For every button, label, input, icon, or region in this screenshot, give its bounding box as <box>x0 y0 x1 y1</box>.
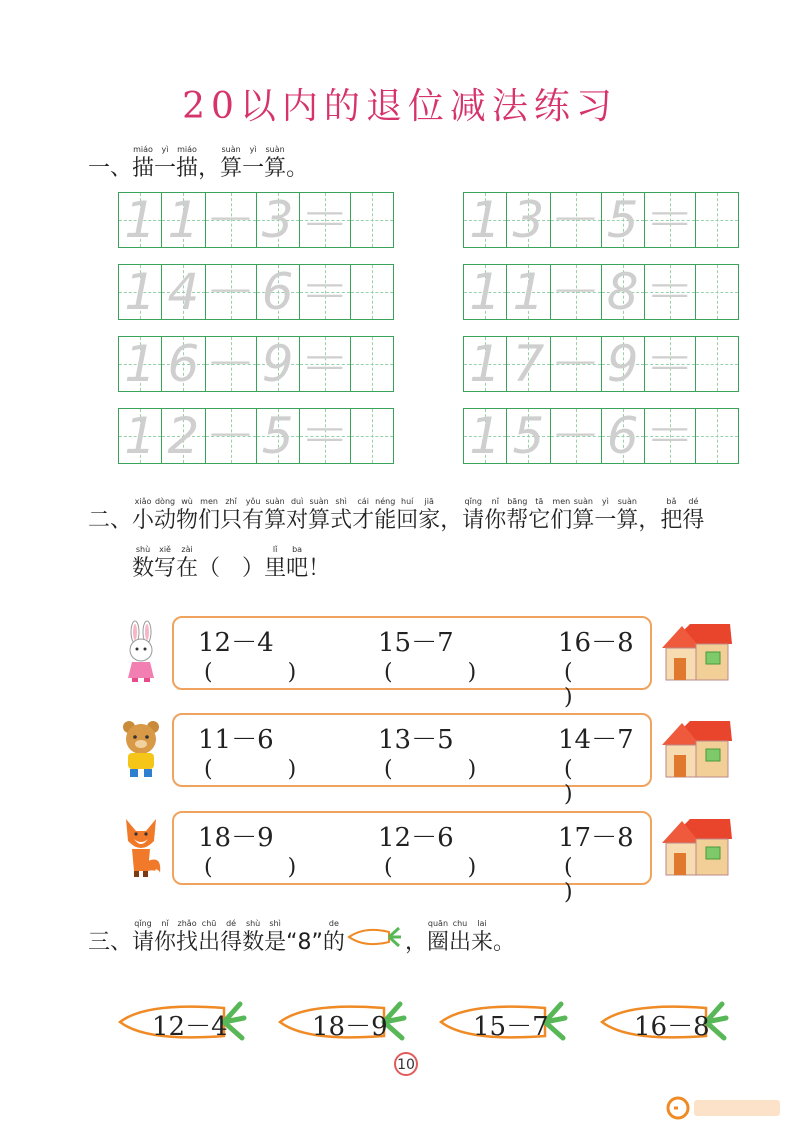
grid-cell[interactable] <box>551 265 602 319</box>
ruby-char <box>264 544 286 582</box>
hanzi: 一 <box>242 156 265 181</box>
grid-cell[interactable] <box>257 265 300 319</box>
pinyin: men <box>552 497 571 506</box>
pinyin: de <box>328 919 339 928</box>
grid-cell[interactable] <box>507 265 550 319</box>
hanzi: 在 <box>176 556 199 581</box>
section2-heading <box>88 496 704 534</box>
grid-cell[interactable] <box>645 193 696 247</box>
hanzi: ！ <box>308 556 331 581</box>
ruby-char <box>176 918 198 956</box>
pinyin: qǐng <box>134 919 152 928</box>
grid-cell[interactable] <box>551 337 602 391</box>
trace-char: 2 <box>167 407 200 465</box>
grid-cell[interactable] <box>119 265 162 319</box>
hanzi: 里 <box>264 556 287 581</box>
grid-cell[interactable] <box>119 337 162 391</box>
hanzi: 一 <box>594 508 617 533</box>
ruby-char <box>198 918 220 956</box>
subtraction-expression: 18－9 <box>198 823 274 853</box>
trace-char: 3 <box>512 191 545 249</box>
watermark-logo-icon <box>666 1094 788 1122</box>
ruby-char <box>132 496 154 534</box>
answer-cell[interactable] <box>696 193 738 247</box>
grid-cell[interactable] <box>464 193 507 247</box>
trace-char: － <box>550 263 601 321</box>
subtraction-expression: 12－4 <box>198 628 274 658</box>
trace-char: 3 <box>261 191 294 249</box>
hanzi: 能 <box>374 508 397 533</box>
pinyin: duì <box>290 497 304 506</box>
trace-char: － <box>550 407 601 465</box>
hanzi: 回 <box>396 508 419 533</box>
pinyin: suàn <box>617 497 637 506</box>
rabbit-icon <box>118 620 164 684</box>
answer-cell[interactable] <box>351 265 393 319</box>
grid-cell[interactable] <box>645 337 696 391</box>
tracing-grid <box>463 264 739 320</box>
pinyin: shù <box>135 545 151 554</box>
hanzi: 有 <box>242 508 265 533</box>
grid-cell[interactable] <box>300 337 351 391</box>
fox-icon <box>118 815 164 879</box>
ruby-char <box>286 544 308 582</box>
hanzi: 请 <box>462 508 485 533</box>
grid-cell[interactable] <box>257 409 300 463</box>
ruby-char <box>286 144 308 182</box>
pinyin: yì <box>161 145 169 154</box>
trace-char: 5 <box>512 407 545 465</box>
answer-blank[interactable]: ( ) <box>384 757 511 782</box>
pinyin: zhǎo <box>177 919 197 928</box>
grid-cell[interactable] <box>507 193 550 247</box>
pinyin: zài <box>181 545 193 554</box>
ruby-char <box>493 918 515 956</box>
hanzi: 们 <box>550 508 573 533</box>
answer-cell[interactable] <box>696 265 738 319</box>
trace-char: 1 <box>469 191 502 249</box>
pinyin: chu <box>452 919 468 928</box>
ruby-char <box>449 918 471 956</box>
subtraction-expression: 13－5 <box>378 725 454 755</box>
pinyin: suàn <box>221 145 241 154</box>
pinyin: huí <box>401 497 414 506</box>
ruby-char <box>264 918 286 956</box>
trace-char: 6 <box>261 263 294 321</box>
trace-char: ＝ <box>644 263 695 321</box>
ruby-char <box>242 496 264 534</box>
ruby-char <box>242 144 264 182</box>
trace-char: 1 <box>124 263 157 321</box>
ruby-char <box>220 918 242 956</box>
answer-cell[interactable] <box>351 409 393 463</box>
tracing-grid <box>118 336 394 392</box>
answer-cell[interactable] <box>351 337 393 391</box>
grid-cell[interactable] <box>602 409 645 463</box>
ruby-char <box>220 496 242 534</box>
ruby-char <box>484 496 506 534</box>
ruby-char <box>462 496 484 534</box>
ruby-char <box>330 496 352 534</box>
trace-char: 6 <box>606 407 639 465</box>
tracing-grid <box>118 408 394 464</box>
pinyin: tā <box>535 497 544 506</box>
trace-char: － <box>550 191 601 249</box>
ruby-char <box>242 918 264 956</box>
hanzi: 数 <box>132 556 155 581</box>
answer-blank[interactable]: ( ) <box>204 855 331 880</box>
ruby-char <box>286 496 308 534</box>
pinyin: qǐng <box>464 497 482 506</box>
pinyin: zhǐ <box>225 497 237 506</box>
grid-cell[interactable] <box>645 265 696 319</box>
grid-cell[interactable] <box>602 337 645 391</box>
trace-char: 4 <box>167 263 200 321</box>
grid-cell[interactable] <box>645 409 696 463</box>
pinyin: bǎ <box>666 497 677 506</box>
hanzi: ， <box>198 156 221 181</box>
ruby-char <box>286 918 323 956</box>
hanzi: 算 <box>308 508 331 533</box>
hanzi: 来 <box>470 930 493 955</box>
ruby-char <box>308 496 330 534</box>
pinyin: néng <box>375 497 396 506</box>
hanzi: ， <box>440 508 463 533</box>
trace-char: ＝ <box>644 335 695 393</box>
grid-cell[interactable] <box>602 193 645 247</box>
section1-heading <box>88 144 308 182</box>
ruby-char <box>660 496 682 534</box>
hanzi: 得 <box>220 930 243 955</box>
grid-cell[interactable] <box>300 193 351 247</box>
hanzi: 算 <box>220 156 243 181</box>
pinyin: shì <box>335 497 347 506</box>
answer-blank[interactable]: ( ) <box>204 757 331 782</box>
ruby-char <box>352 496 374 534</box>
grid-cell[interactable] <box>602 265 645 319</box>
hanzi: 是 <box>264 930 287 955</box>
trace-char: 9 <box>261 335 294 393</box>
ruby-char <box>550 496 572 534</box>
pinyin: suàn <box>309 497 329 506</box>
grid-cell[interactable] <box>551 193 602 247</box>
pinyin: yì <box>601 497 609 506</box>
section2-heading-line2 <box>132 544 330 582</box>
ruby-char <box>682 496 704 534</box>
answer-cell[interactable] <box>696 337 738 391</box>
grid-cell[interactable] <box>464 265 507 319</box>
tracing-grid <box>463 408 739 464</box>
ruby-char <box>132 918 154 956</box>
hanzi: 物 <box>176 508 199 533</box>
ruby-char <box>176 544 198 582</box>
pinyin: miáo <box>177 145 197 154</box>
pinyin: shì <box>269 919 281 928</box>
trace-char: ＝ <box>299 335 350 393</box>
pinyin: xiě <box>159 545 171 554</box>
trace-char: － <box>205 191 256 249</box>
pinyin: lai <box>477 919 487 928</box>
ruby-char <box>154 496 176 534</box>
hanzi: 算 <box>616 508 639 533</box>
grid-cell[interactable] <box>162 409 205 463</box>
hanzi: 请 <box>132 930 155 955</box>
pinyin: xiǎo <box>134 497 152 506</box>
tracing-grid <box>118 264 394 320</box>
hanzi: “8” <box>286 930 323 955</box>
pinyin: yǒu <box>245 497 261 506</box>
hanzi: 出 <box>448 930 471 955</box>
hanzi: （ ） <box>198 556 265 581</box>
trace-char: ＝ <box>299 407 350 465</box>
subtraction-expression: 17－8 <box>558 823 634 853</box>
trace-char: 9 <box>606 335 639 393</box>
hanzi: 家 <box>418 508 441 533</box>
subtraction-expression: 16－8 <box>558 628 634 658</box>
trace-char: 1 <box>469 335 502 393</box>
grid-cell[interactable] <box>119 409 162 463</box>
ruby-char <box>176 144 198 182</box>
pinyin: dé <box>226 919 237 928</box>
answer-blank[interactable]: ( ) <box>564 660 607 710</box>
grid-cell[interactable] <box>507 337 550 391</box>
ruby-char <box>198 544 264 582</box>
carrot-expression: 15－7 <box>473 1012 549 1042</box>
grid-cell[interactable] <box>464 337 507 391</box>
hanzi: 你 <box>154 930 177 955</box>
ruby-char <box>154 144 176 182</box>
trace-char: ＝ <box>644 407 695 465</box>
hanzi: 你 <box>484 508 507 533</box>
hanzi: ， <box>404 930 427 955</box>
hanzi: 算 <box>264 156 287 181</box>
ruby-char <box>418 496 440 534</box>
grid-cell[interactable] <box>206 337 257 391</box>
pinyin: men <box>200 497 218 506</box>
ruby-char <box>132 544 154 582</box>
answer-cell[interactable] <box>696 409 738 463</box>
hanzi: 找 <box>176 930 199 955</box>
grid-cell[interactable] <box>464 409 507 463</box>
pinyin: bāng <box>507 497 528 506</box>
trace-char: 8 <box>606 263 639 321</box>
grid-cell[interactable] <box>206 409 257 463</box>
trace-char: － <box>205 335 256 393</box>
tracing-grid <box>463 336 739 392</box>
ruby-char <box>638 496 660 534</box>
ruby-char <box>396 496 418 534</box>
hanzi: 吧 <box>286 556 309 581</box>
trace-char: － <box>550 335 601 393</box>
carrot-expression: 12－4 <box>152 1012 228 1042</box>
grid-cell[interactable] <box>300 265 351 319</box>
trace-char: 5 <box>261 407 294 465</box>
ruby-char <box>506 496 528 534</box>
section3-prefix: 三、 <box>88 930 133 955</box>
pinyin: yì <box>249 145 257 154</box>
answer-blank[interactable]: ( ) <box>204 660 331 685</box>
subtraction-expression: 14－7 <box>558 725 634 755</box>
pinyin: quān <box>427 919 449 928</box>
tracing-grid <box>463 192 739 248</box>
ruby-char <box>308 544 330 582</box>
section2-prefix: 二、 <box>88 508 133 533</box>
expression-row <box>172 616 652 710</box>
trace-char: 1 <box>469 263 502 321</box>
hanzi: 出 <box>198 930 221 955</box>
trace-char: 1 <box>124 335 157 393</box>
hanzi: 描 <box>176 156 199 181</box>
hanzi: 帮 <box>506 508 529 533</box>
hanzi: ， <box>638 508 661 533</box>
hanzi: 们 <box>198 508 221 533</box>
expression-row <box>172 811 652 905</box>
ruby-char <box>176 496 198 534</box>
pinyin: dé <box>688 497 699 506</box>
hanzi: 一 <box>154 156 177 181</box>
pinyin: cái <box>357 497 369 506</box>
house-icon <box>660 813 734 879</box>
pinyin: nǐ <box>491 497 499 506</box>
pinyin: chū <box>201 919 217 928</box>
ruby-char <box>154 918 176 956</box>
ruby-char <box>154 544 176 582</box>
ruby-char <box>374 496 396 534</box>
grid-cell[interactable] <box>119 193 162 247</box>
house-icon <box>660 618 734 684</box>
subtraction-expression: 12－6 <box>378 823 454 853</box>
hanzi: 数 <box>242 930 265 955</box>
hanzi: 动 <box>154 508 177 533</box>
ruby-char <box>471 918 493 956</box>
subtraction-expression: 11－6 <box>198 725 274 755</box>
hanzi: 写 <box>154 556 177 581</box>
expression-row <box>172 713 652 807</box>
pinyin: jiā <box>424 497 434 506</box>
answer-blank[interactable]: ( ) <box>384 660 511 685</box>
hanzi: 才 <box>352 508 375 533</box>
pinyin: lǐ <box>272 545 278 554</box>
ruby-char <box>264 144 286 182</box>
carrot-icon <box>345 924 405 956</box>
hanzi: 算 <box>264 508 287 533</box>
ruby-char <box>405 918 427 956</box>
trace-char: 6 <box>167 335 200 393</box>
pinyin: miáo <box>133 145 153 154</box>
grid-cell[interactable] <box>206 265 257 319</box>
trace-char: ＝ <box>644 191 695 249</box>
grid-cell[interactable] <box>162 193 205 247</box>
hanzi: 把 <box>660 508 683 533</box>
hanzi: 只 <box>220 508 243 533</box>
ruby-char <box>427 918 449 956</box>
grid-cell[interactable] <box>257 337 300 391</box>
trace-char: 1 <box>469 407 502 465</box>
answer-blank[interactable]: ( ) <box>564 855 607 905</box>
pinyin: nǐ <box>161 919 169 928</box>
hanzi: 。 <box>493 930 516 955</box>
ruby-char <box>132 144 154 182</box>
trace-char: 1 <box>512 263 545 321</box>
pinyin: suàn <box>573 497 593 506</box>
trace-char: 1 <box>167 191 200 249</box>
ruby-char <box>220 144 242 182</box>
trace-char: 5 <box>606 191 639 249</box>
hanzi: 算 <box>572 508 595 533</box>
ruby-char <box>323 918 345 956</box>
section1-prefix: 一、 <box>88 156 133 181</box>
subtraction-expression: 15－7 <box>378 628 454 658</box>
trace-char: 1 <box>124 191 157 249</box>
trace-char: ＝ <box>299 191 350 249</box>
pinyin: wù <box>181 497 193 506</box>
hanzi: 的 <box>322 930 345 955</box>
grid-cell[interactable] <box>300 409 351 463</box>
pinyin: suàn <box>265 145 285 154</box>
answer-blank[interactable]: ( ) <box>564 757 607 807</box>
site-watermark-logo <box>666 1094 788 1128</box>
ruby-char <box>594 496 616 534</box>
pinyin: dòng <box>154 497 176 506</box>
answer-blank[interactable]: ( ) <box>384 855 511 880</box>
house-icon <box>660 715 734 781</box>
trace-char: － <box>205 263 256 321</box>
ruby-char <box>528 496 550 534</box>
carrot-expression: 18－9 <box>312 1012 388 1042</box>
section3-heading <box>88 918 515 956</box>
hanzi: 小 <box>132 508 155 533</box>
page-title: 20以内的退位减法练习 <box>182 86 618 127</box>
grid-cell[interactable] <box>257 193 300 247</box>
hanzi: 对 <box>286 508 309 533</box>
hanzi: 圈 <box>426 930 449 955</box>
tracing-grid <box>118 192 394 248</box>
trace-char: 7 <box>512 335 545 393</box>
grid-cell[interactable] <box>162 265 205 319</box>
ruby-char <box>572 496 594 534</box>
hanzi: 式 <box>330 508 353 533</box>
hanzi: 得 <box>682 508 705 533</box>
hanzi: 。 <box>286 156 309 181</box>
pinyin: ba <box>292 545 303 554</box>
grid-cell[interactable] <box>507 409 550 463</box>
grid-cell[interactable] <box>551 409 602 463</box>
grid-cell[interactable] <box>206 193 257 247</box>
page-number: 10 <box>394 1052 418 1076</box>
trace-char: － <box>205 407 256 465</box>
hanzi: 描 <box>132 156 155 181</box>
answer-cell[interactable] <box>351 193 393 247</box>
carrot-expression: 16－8 <box>634 1012 710 1042</box>
pinyin: shù <box>245 919 261 928</box>
ruby-char <box>440 496 462 534</box>
ruby-char <box>616 496 638 534</box>
trace-char: ＝ <box>299 263 350 321</box>
hanzi: 它 <box>528 508 551 533</box>
pinyin: suàn <box>265 497 285 506</box>
ruby-char <box>264 496 286 534</box>
trace-char: 1 <box>124 407 157 465</box>
ruby-char <box>198 496 220 534</box>
ruby-char <box>198 144 220 182</box>
grid-cell[interactable] <box>162 337 205 391</box>
bear-icon <box>118 717 164 781</box>
